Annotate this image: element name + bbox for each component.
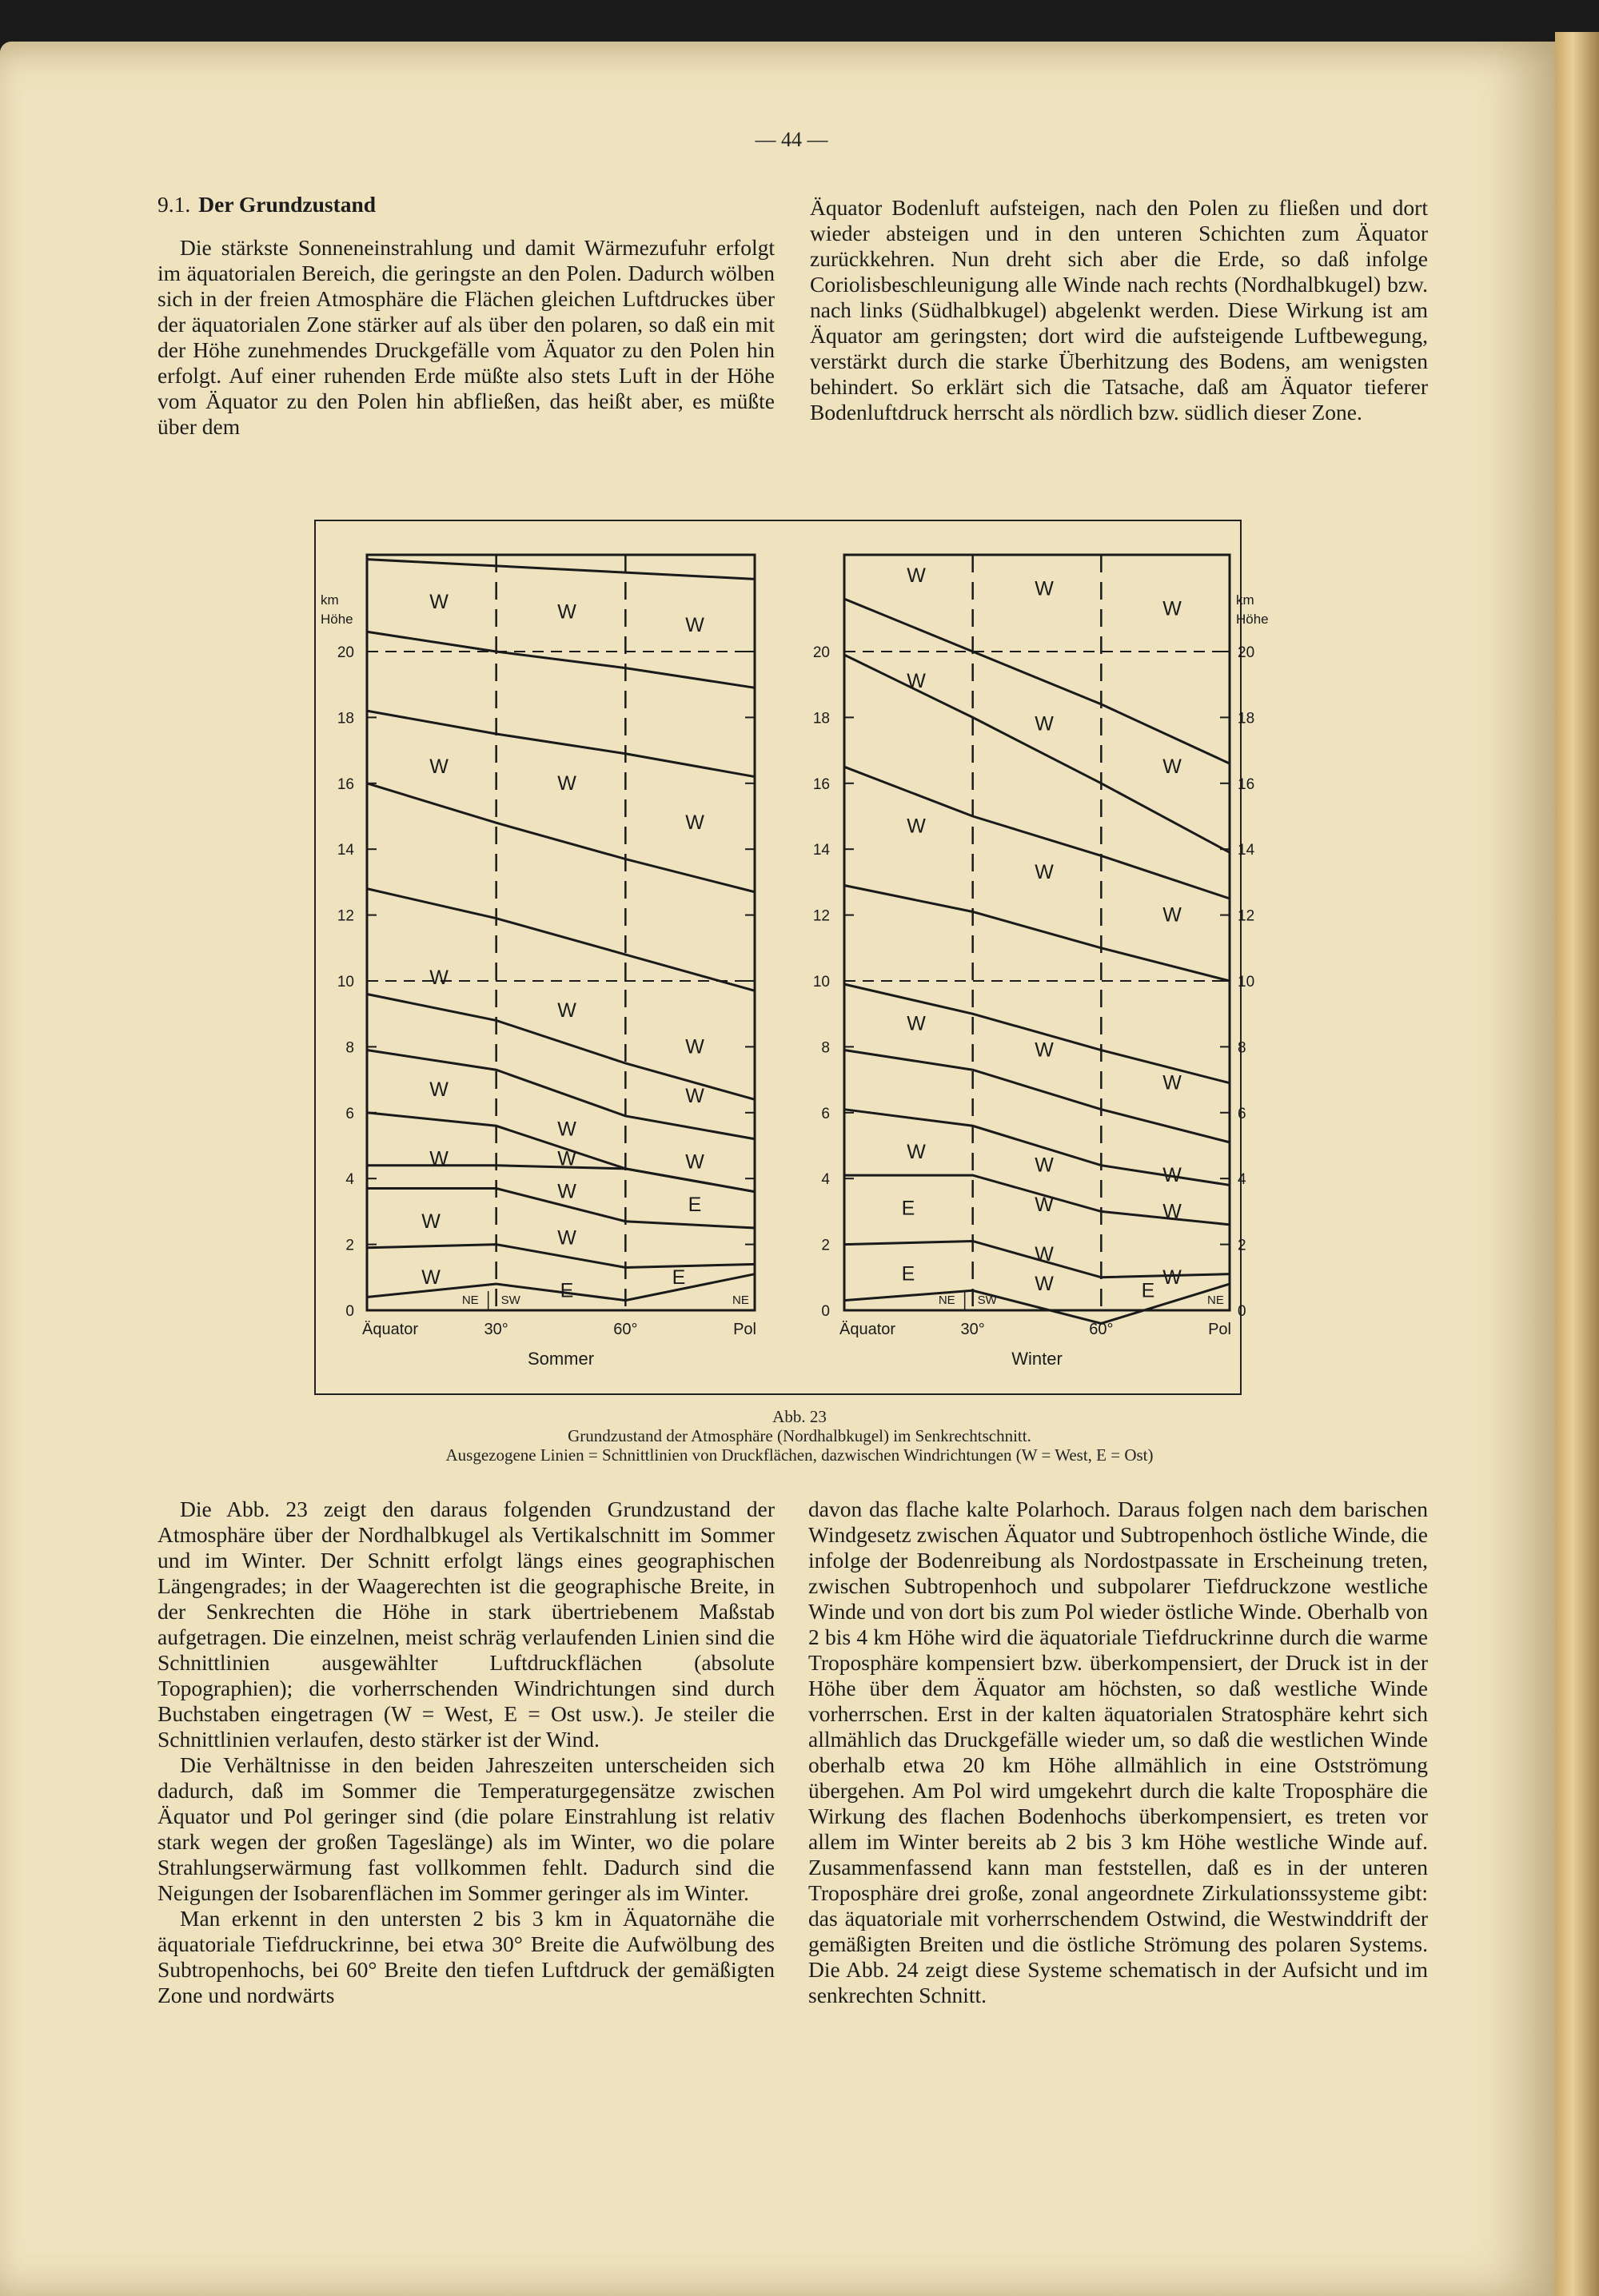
sommer-wind-label-w-4: W [557,771,576,795]
winter-xtick-pol: Pol [1208,1321,1231,1338]
bottom-right-column [808,1497,1428,2008]
sommer-wind-label-w-9: W [429,1078,449,1101]
winter-ytick-label-inner-18: 18 [812,710,830,727]
winter-ytick-label-inner-14: 14 [812,842,830,859]
sommer-wind-label-w-18: W [557,1226,576,1250]
winter-ytick-label-16: 16 [1238,775,1255,793]
top-left-column [158,192,775,440]
sommer-wind-label-w-13: W [557,1147,576,1170]
winter-isobar-p5 [844,1050,1230,1142]
sommer-ytick-label-14: 14 [337,842,354,859]
winter-wind-label-w-8: W [1162,903,1182,927]
sommer-isobar-p10 [367,711,755,779]
figure-title: Grundzustand der Atmosphäre (Nordhalbkugel) im Senkrechtschnitt. [568,1426,1031,1445]
winter-wind-label-e-17: E [901,1197,915,1220]
sommer-wind-label-w-20: W [421,1266,441,1289]
winter-ytick-label-inner-20: 20 [812,644,830,661]
sommer-ytick-label-16: 16 [337,775,354,793]
sommer-ytick-label-20: 20 [337,644,354,661]
winter-xtick-aequator: Äquator [839,1321,896,1338]
sommer-ylabel-hoehe: Höhe [321,612,353,627]
sommer-wind-label-w-2: W [685,614,704,637]
sommer-ylabel-km: km [321,592,339,608]
winter-ytick-label-10: 10 [1238,974,1255,991]
paragraph-intro: Die stärkste Sonneneinstrahlung und damit Wärmezufuhr erfolgt im äquatorialen Bereich, die geringste an den Polen. Dadurch wölben sich in der freien Atmosphäre die Flächen gleichen Luftdruckes über der äquatorialen Zone stärker auf als über den polaren, so daß ein mit der Höhe zunehmendes Druckgefälle vom Äquator zu den Polen hin erfolgt. Auf einer ruhenden Erde müßte also stets Luft in der Höhe vom Äquator zu den Polen hin abfließen, das heißt aber, es müßte über dem [158,235,775,439]
sommer-isobar-p11 [367,632,755,688]
winter-ytick-label-12: 12 [1238,907,1255,925]
winter-wind-label-w-18: W [1035,1242,1054,1266]
section-number: 9.1. [158,192,191,217]
sommer-wind-label-w-15: W [557,1180,576,1203]
winter-ytick-label-2: 2 [1238,1237,1246,1254]
book-spine [1555,32,1599,2296]
winter-wind-label-w-11: W [1162,1071,1182,1094]
winter-ytick-label-inner-8: 8 [821,1039,830,1057]
sommer-wind-label-w-11: W [685,1085,704,1108]
section-heading [158,192,775,217]
sommer-ytick-label-4: 4 [345,1171,354,1189]
winter-ytick-label-inner-2: 2 [821,1237,830,1254]
winter-wind-label-w-16: W [1162,1200,1182,1223]
paragraph-circulation: davon das flache kalte Polarhoch. Daraus folgen nach dem barischen Windgesetz zwischen Äquator und Subtropenhoch östliche Winde, die infolge der Bodenreibung als Nordostpassate in Erscheinung treten, zwischen Subtropenhoch und subpolarer Tiefdruckzone westliche Winde und von dort bis zum Pol wieder östliche Winde. Oberhalb von 2 bis 4 km Höhe wird die äquatoriale Tiefdruckrinne durch die warme Troposphäre kompensiert bzw. überkompensiert, der Druck ist in der Höhe über dem Äquator am höchsten, so daß westliche Winde vorherrschen. Erst in der kalten äquatorialen Stratosphäre kehrt sich allmählich das Druckgefälle wieder um, so daß die westlichen Winde oberhalb etwa 20 km Höhe allmählich in eine Ostströmung übergehen. Am Pol wird umgekehrt durch die kalte Troposphäre die Wirkung des flachen Bodenhochs überkompensiert, es treten vor allem im Winter bereits ab 2 bis 3 km Höhe westliche Winde auf. Zusammenfassend kann man feststellen, daß es in der unteren Troposphäre drei große, zonal angeordnete Zirkulationssysteme gibt: das äquatoriale mit vorherrschendem Ostwind, die Westwinddrift der gemäßigten Breiten und die östliche Strömung des polaren Systems. Die Abb. 24 zeigt diese Systeme schematisch in der Aufsicht und im senkrechten Schnitt. [808,1497,1428,2007]
winter-surface-wind-ne-0: NE [938,1293,955,1307]
winter-wind-label-e-20: E [901,1262,915,1286]
sommer-surface-wind-ne-0: NE [461,1293,479,1307]
winter-ytick-label-inner-6: 6 [821,1105,830,1122]
sommer-wind-label-w-0: W [429,591,449,614]
winter-wind-label-w-21: W [1035,1273,1054,1296]
winter-xtick-60°: 60° [1089,1321,1114,1338]
paragraph-abb23: Die Abb. 23 zeigt den daraus folgenden Grundzustand der Atmosphäre über der Nordhalbkugel als Vertikalschnitt im Sommer und im Winter. Der Schnitt erfolgt längs eines geographischen Längengrades; in der Waagerechten ist die geographische Breite, in der Senkrechten die Höhe in stark übertriebenem Maßstab aufgetragen. Die einzelnen, meist schräg verlaufenden Linien sind die Schnittlinien ausgewählter Luftdruckflächen (absolute Topographien); die vorherrschenden Windrichtungen sind durch Buchstaben eingetragen (W = West, E = Ost usw.). Je steiler die Schnittlinien verlaufen, desto stärker ist der Wind. [158,1497,775,1752]
winter-ytick-label-0: 0 [1238,1303,1246,1320]
sommer-surface-wind-ne-2: NE [732,1293,749,1307]
sommer-wind-label-w-3: W [429,755,449,779]
winter-ytick-label-14: 14 [1238,842,1255,859]
winter-wind-label-w-13: W [1035,1154,1054,1177]
sommer-xtick-60°: 60° [613,1321,638,1338]
winter-panel-title: Winter [1011,1349,1063,1369]
sommer-wind-label-w-14: W [685,1150,704,1174]
top-right-column [810,195,1428,425]
figure-chart [316,521,1269,1393]
sommer-wind-label-w-17: W [421,1210,441,1233]
winter-ytick-label-inner-0: 0 [821,1303,830,1320]
winter-wind-label-w-4: W [1035,712,1054,735]
winter-ylabel-hoehe: Höhe [1236,612,1269,627]
figure-frame [314,520,1269,1395]
sommer-ytick-label-12: 12 [337,907,354,925]
sommer-xtick-30°: 30° [484,1321,508,1338]
sommer-wind-label-w-12: W [429,1147,449,1170]
sommer-surface-wind-sw-1: SW [500,1293,520,1307]
sommer-isobar-p12 [367,560,755,580]
winter-isobar-p10 [844,599,1230,763]
winter-wind-label-w-14: W [1162,1164,1182,1187]
bottom-left-column [158,1497,775,2008]
winter-wind-label-w-3: W [907,670,926,693]
sommer-wind-label-w-10: W [557,1118,576,1141]
winter-ytick-label-20: 20 [1238,644,1255,661]
sommer-wind-label-e-16: E [688,1194,702,1217]
winter-wind-label-w-2: W [1162,597,1182,620]
sommer-panel-title: Sommer [527,1349,595,1369]
winter-wind-label-w-6: W [907,815,926,838]
paragraph-lowest-layers: Man erkennt in den untersten 2 bis 3 km in Äquatornähe die äquatoriale Tiefdruckrinne, bei etwa 30° Breite die Aufwölbung des Subtropenhochs, bei 60° Breite den tiefen Luftdruck der gemäßigten Zone und nordwärts [158,1906,775,2007]
winter-ytick-label-8: 8 [1238,1039,1246,1057]
paragraph-coriolis: Äquator Bodenluft aufsteigen, nach den Polen zu fließen und dort wieder absteigen und in den unteren Schichten zum Äquator zurückkehren. Nun dreht sich aber die Erde, so daß infolge Coriolisbeschleunigung alle Winde nach rechts (Nordhalbkugel) bzw. nach links (Südhalbkugel) abgelenkt werden. Diese Wirkung ist am Äquator am geringsten; dort wird die aufsteigende Luftbewegung, verstärkt durch die starke Überhitzung des Bodens, am wenigsten behindert. So erklärt sich die Tatsache, daß am Äquator tieferer Bodenluftdruck herrscht als nördlich bzw. südlich dieser Zone. [810,195,1428,425]
sommer-wind-label-w-8: W [685,1035,704,1058]
sommer-xtick-aequator: Äquator [362,1321,419,1338]
winter-wind-label-w-0: W [907,564,926,588]
section-title: Der Grundzustand [198,192,377,217]
page-number: — 44 — [755,128,828,151]
winter-wind-label-e-22: E [1141,1279,1155,1302]
winter-surface-wind-sw-1: SW [977,1293,997,1307]
sommer-wind-label-e-21: E [560,1279,574,1302]
figure-number: Abb. 23 [772,1407,827,1426]
sommer-wind-label-w-7: W [557,999,576,1022]
sommer-wind-label-w-6: W [429,966,449,989]
figure-caption [160,1407,1439,1465]
winter-isobar-p9 [844,655,1230,852]
winter-surface-wind-ne-2: NE [1207,1293,1224,1307]
winter-wind-label-w-5: W [1162,755,1182,779]
winter-ytick-label-18: 18 [1238,710,1255,727]
winter-ytick-label-6: 6 [1238,1105,1246,1122]
sommer-wind-label-w-1: W [557,600,576,624]
sommer-ytick-label-8: 8 [345,1039,354,1057]
winter-wind-label-w-15: W [1035,1194,1054,1217]
sommer-isobar-p9 [367,783,755,892]
sommer-xtick-pol: Pol [733,1321,756,1338]
sommer-ytick-label-0: 0 [345,1303,354,1320]
sommer-ytick-label-6: 6 [345,1105,354,1122]
sommer-ytick-label-2: 2 [345,1237,354,1254]
winter-ytick-label-inner-12: 12 [812,907,830,925]
winter-wind-label-w-1: W [1035,577,1054,600]
winter-ylabel-km: km [1236,592,1254,608]
sommer-ytick-label-10: 10 [337,974,354,991]
sommer-isobar-p8 [367,889,755,991]
winter-xtick-30°: 30° [960,1321,985,1338]
winter-wind-label-w-7: W [1035,861,1054,884]
paragraph-seasons: Die Verhältnisse in den beiden Jahreszeiten unterscheiden sich dadurch, daß im Sommer die Temperaturgegensätze zwischen Äquator und Pol geringer sind (die polare Einstrahlung ist relativ stark wegen der großen Tageslänge) als im Winter, wo die polare Strahlungserwärmung fast vollkommen fehlt. Dadurch sind die Neigungen der Isobarenflächen im Sommer geringer als im Winter. [158,1752,775,1905]
winter-ytick-label-inner-16: 16 [812,775,830,793]
winter-ytick-label-4: 4 [1238,1171,1246,1189]
sommer-ytick-label-18: 18 [337,710,354,727]
winter-wind-label-w-12: W [907,1141,926,1164]
winter-wind-label-w-9: W [907,1012,926,1035]
winter-ytick-label-inner-4: 4 [821,1171,830,1189]
sommer-wind-label-w-5: W [685,811,704,835]
winter-isobar-p7 [844,886,1230,981]
winter-isobar-p6 [844,984,1230,1083]
winter-wind-label-w-19: W [1162,1266,1182,1289]
sommer-wind-label-e-19: E [672,1266,686,1289]
figure-legend: Ausgezogene Linien = Schnittlinien von Druckflächen, dazwischen Windrichtungen (W = West, E = Ost) [445,1445,1154,1465]
winter-ytick-label-inner-10: 10 [812,974,830,991]
winter-wind-label-w-10: W [1035,1038,1054,1062]
